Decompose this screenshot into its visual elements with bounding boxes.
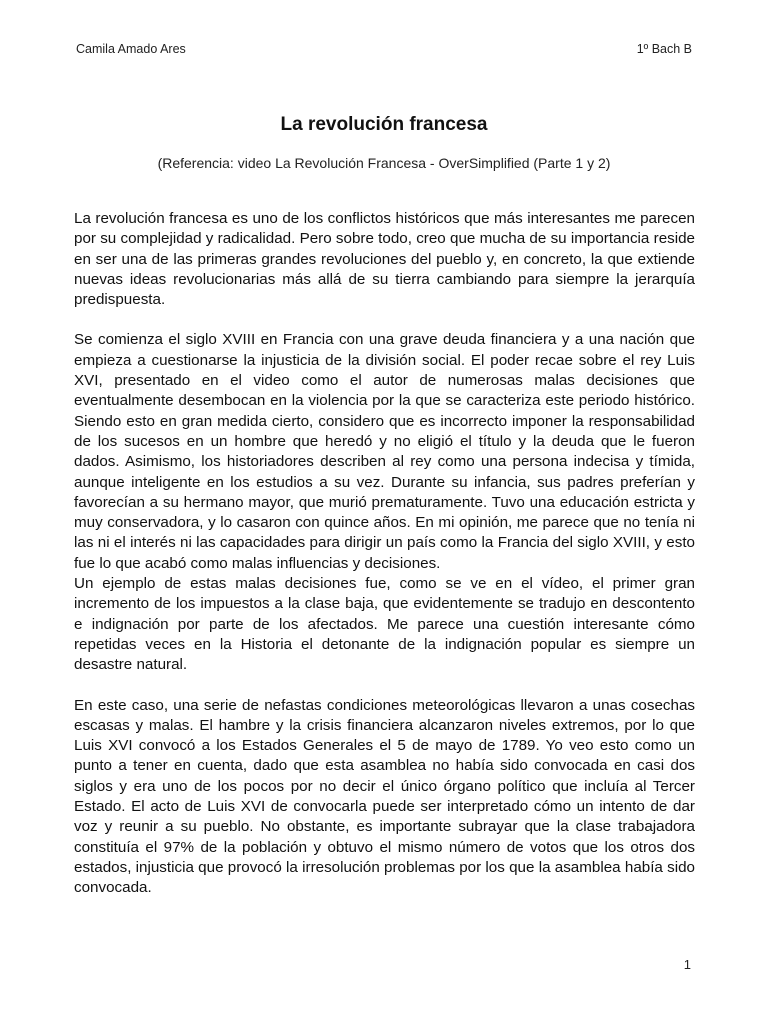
document-title: La revolución francesa <box>280 114 488 135</box>
header-author: Camila Amado Ares <box>76 42 186 56</box>
paragraph-estates-general: En este caso, una serie de nefastas condiciones meteorológicas llevaron a unas cosechas escasas y malas. El hambre y la crisis financiera alcanzaron niveles extremos, por lo que Luis XVI convocó a los Estados Generales el 5 de mayo de 1789. Yo veo esto como un punto a tener en cuenta, dado que esta asamblea no había sido convocada en casi dos siglos y era uno de los pocos por no decir el único órgano político que incluía al Tercer Estado. El acto de Luis XVI de convocarla puede ser interpretado cómo un intento de dar voz y reunir a su pueblo. No obstante, es importante subrayar que la clase trabajadora constituía el 97% de la población y obtuvo el mismo número de votos que los otros dos estados, injusticia que provocó la irresolución problemas por los que la asamblea había sido convocada. <box>74 696 695 897</box>
paragraph-taxes: Un ejemplo de estas malas decisiones fue, como se ve en el vídeo, el primer gran incremento de los impuestos a la clase baja, que evidentemente se tradujo en descontento e indignación por parte de los afectados. Me parece una cuestión interesante cómo repetidas veces en la Historia el detonante de la indignación popular es siempre un desastre natural. <box>74 575 695 674</box>
document-body <box>74 209 695 899</box>
paragraph-luis-xvi: Se comienza el siglo XVIII en Francia con una grave deuda financiera y a una nación que empieza a cuestionarse la injusticia de la división social. El poder recae sobre el rey Luis XVI, presentado en el video como el autor de numerosas malas decisiones que eventualmente desembocan en la violencia por la que se caracteriza este periodo histórico. Siendo esto en gran medida cierto, considero que es incorrecto imponer la responsabilidad de los sucesos en un hombre que heredó y no eligió el título y la deuda que le fueron dados. Asimismo, los historiadores describen al rey como una persona indecisa y tímida, aunque inteligente en los estudios a su vez. Durante su infancia, sus padres preferían y favorecían a su hermano mayor, que murió prematuramente. Tuvo una educación estricta y muy conservadora, y lo casaron con quince años. En mi opinión, me parece que no tenía ni las ni el interés ni las capacidades para dirigir un país como la Francia del siglo XVIII, y esto fue lo que acabó como malas influencias y decisiones. <box>74 331 695 572</box>
paragraph-intro: La revolución francesa es uno de los conflictos históricos que más interesantes me parecen por su complejidad y radicalidad. Pero sobre todo, creo que mucha de su importancia reside en ser una de las primeras grandes revoluciones del pueblo y, en concreto, la que extiende nuevas ideas revolucionarias más allá de su tierra cambiando para siempre la jerarquía predispuesta. <box>74 210 695 309</box>
page-number: 1 <box>683 957 691 972</box>
header-class-group: 1º Bach B <box>636 42 692 56</box>
reference-line: (Referencia: video La Revolución Francesa - OverSimplified (Parte 1 y 2) <box>157 155 611 171</box>
